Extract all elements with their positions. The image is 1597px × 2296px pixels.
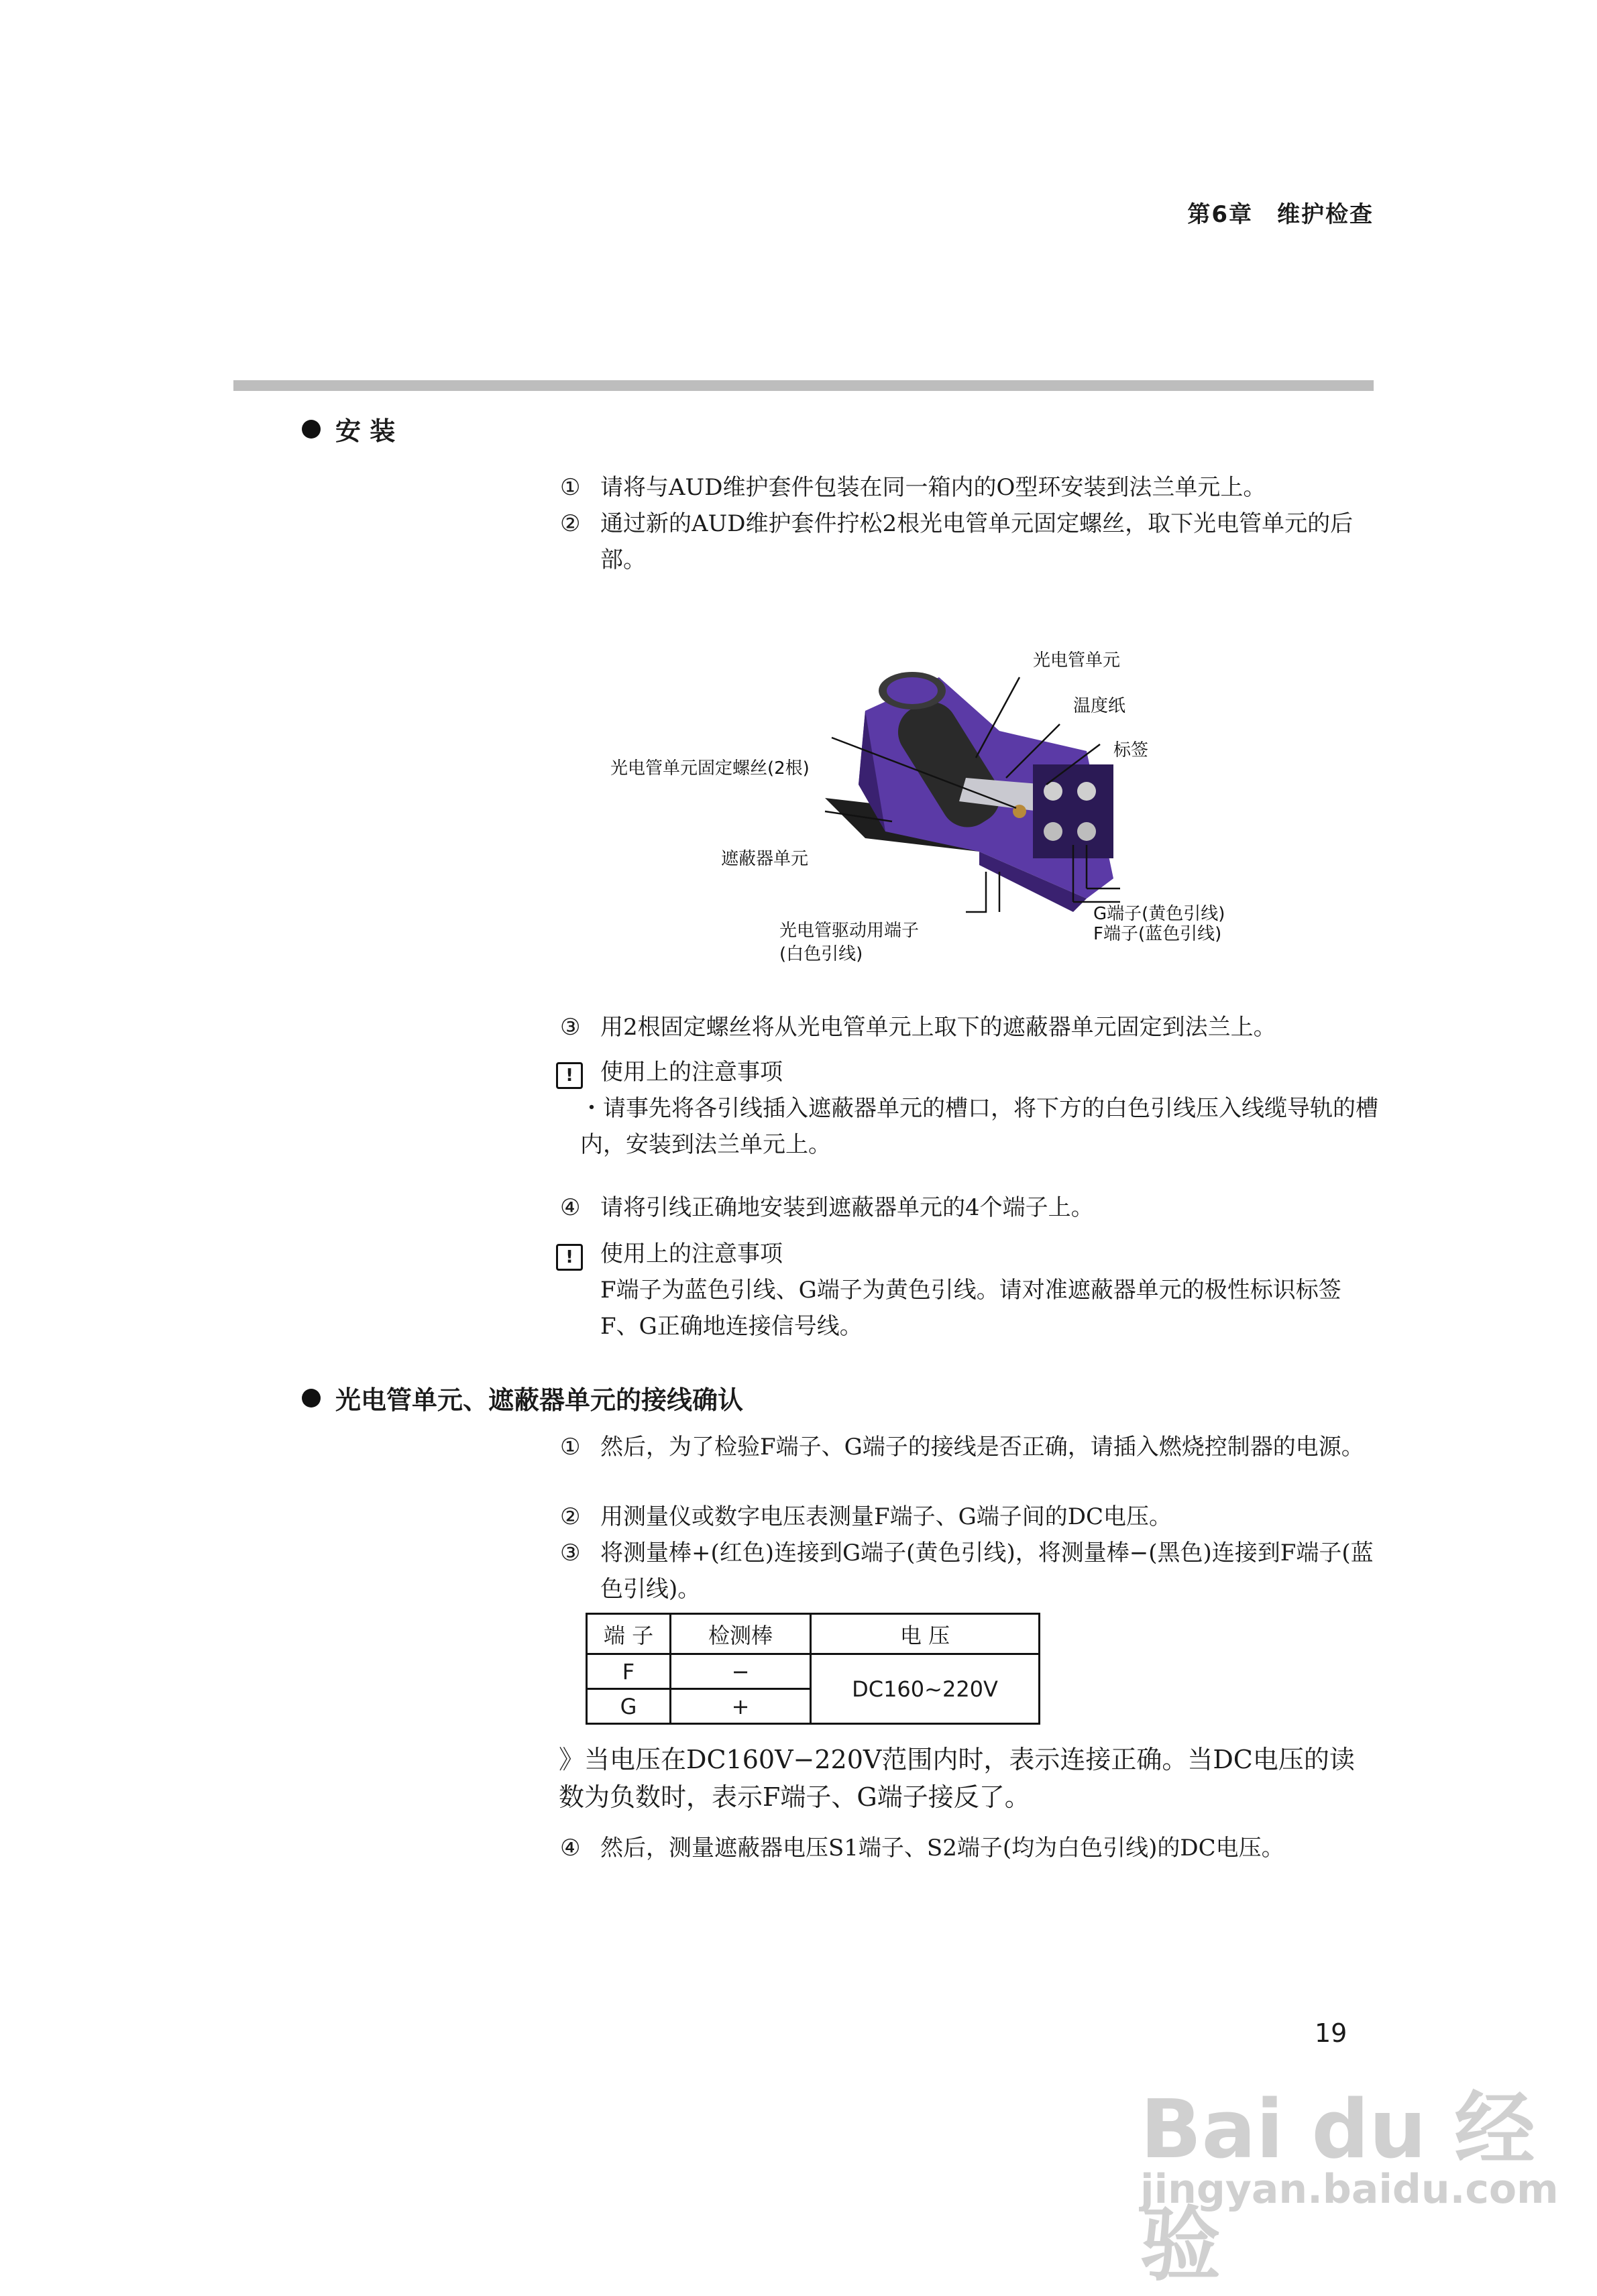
- step-number: ④: [560, 1835, 581, 1861]
- step-number: ①: [560, 474, 581, 501]
- table-cell: −: [671, 1654, 811, 1689]
- label-screw: 光电管单元固定螺丝(2根): [610, 758, 810, 779]
- section-divider: [233, 380, 1374, 391]
- section-title-text: 光电管单元、遮蔽器单元的接线确认: [335, 1385, 744, 1415]
- step-number: ④: [560, 1194, 581, 1221]
- section-title-text: 安 装: [335, 416, 396, 446]
- bullet-icon: [302, 1389, 321, 1408]
- step-number: ②: [560, 510, 581, 537]
- warning-icon: !: [556, 1244, 583, 1271]
- step-text: 然后，测量遮蔽器电压S1端子、S2端子(均为白色引线)的DC电压。: [600, 1835, 1284, 1861]
- section-title-install: [302, 410, 395, 447]
- page-number: 19: [1315, 2018, 1347, 2048]
- note-text: F端子为蓝色引线、G端子为黄色引线。请对准遮蔽器单元的极性标识标签F、G正确地连接信号线。: [600, 1277, 1341, 1340]
- table-header: 检测棒: [671, 1614, 811, 1654]
- label-temp-paper: 温度纸: [1073, 696, 1126, 716]
- result-text: 》当电压在DC160V−220V范围内时，表示连接正确。当DC电压的读数为负数时，表示F端子、G端子接反了。: [559, 1745, 1355, 1812]
- table-row: [587, 1654, 1040, 1689]
- step-text: 请将与AUD维护套件包装在同一箱内的O型环安装到法兰单元上。: [600, 474, 1266, 501]
- note-title: 使用上的注意事项: [600, 1241, 783, 1267]
- label-tag: 标签: [1113, 740, 1149, 760]
- label-g-terminal: G端子(黄色引线): [1093, 904, 1225, 924]
- step-number: ③: [560, 1540, 581, 1566]
- voltage-table: [586, 1613, 1040, 1725]
- label-shutter: 遮蔽器单元: [721, 849, 809, 869]
- step-number: ①: [560, 1434, 581, 1460]
- table-header: 端 子: [587, 1614, 671, 1654]
- step-number: ③: [560, 1014, 581, 1041]
- section-title-wiring: [302, 1379, 743, 1416]
- step-number: ②: [560, 1503, 581, 1530]
- step-text: 请将引线正确地安装到遮蔽器单元的4个端子上。: [600, 1194, 1094, 1221]
- step-text: 用2根固定螺丝将从光电管单元上取下的遮蔽器单元固定到法兰上。: [600, 1014, 1276, 1041]
- table-cell: F: [587, 1654, 671, 1689]
- label-phototube: 光电管单元: [1033, 650, 1121, 671]
- step-text: 通过新的AUD维护套件拧松2根光电管单元固定螺丝，取下光电管单元的后部。: [600, 510, 1354, 573]
- step-text: 然后，为了检验F端子、G端子的接线是否正确，请插入燃烧控制器的电源。: [600, 1434, 1364, 1460]
- table-cell: G: [587, 1689, 671, 1724]
- step-text: 将测量棒+(红色)连接到G端子(黄色引线)，将测量棒−(黑色)连接到F端子(蓝色引线)。: [600, 1540, 1374, 1603]
- product-figure: [604, 630, 1274, 966]
- label-drive-terminal: 光电管驱动用端子: [779, 921, 920, 941]
- step-text: 用测量仪或数字电压表测量F端子、G端子间的DC电压。: [600, 1503, 1172, 1530]
- watermark-logo: Bai du 经验: [1140, 2083, 1535, 2292]
- table-cell-voltage: DC160~220V: [811, 1654, 1040, 1724]
- note-title: 使用上的注意事项: [600, 1059, 783, 1086]
- label-f-terminal: F端子(蓝色引线): [1093, 924, 1222, 944]
- chapter-header: 第6章 维护检查: [1187, 201, 1374, 228]
- table-header: 电 压: [811, 1614, 1040, 1654]
- note-text: ・请事先将各引线插入遮蔽器单元的槽口，将下方的白色引线压入线缆导轨的槽内，安装到法兰单元上。: [580, 1095, 1378, 1158]
- bullet-icon: [302, 420, 321, 439]
- label-drive-terminal-wire: (白色引线): [779, 944, 863, 964]
- watermark-url: jingyan.baidu.com: [1140, 2166, 1559, 2213]
- warning-icon: !: [556, 1062, 583, 1089]
- table-cell: +: [671, 1689, 811, 1724]
